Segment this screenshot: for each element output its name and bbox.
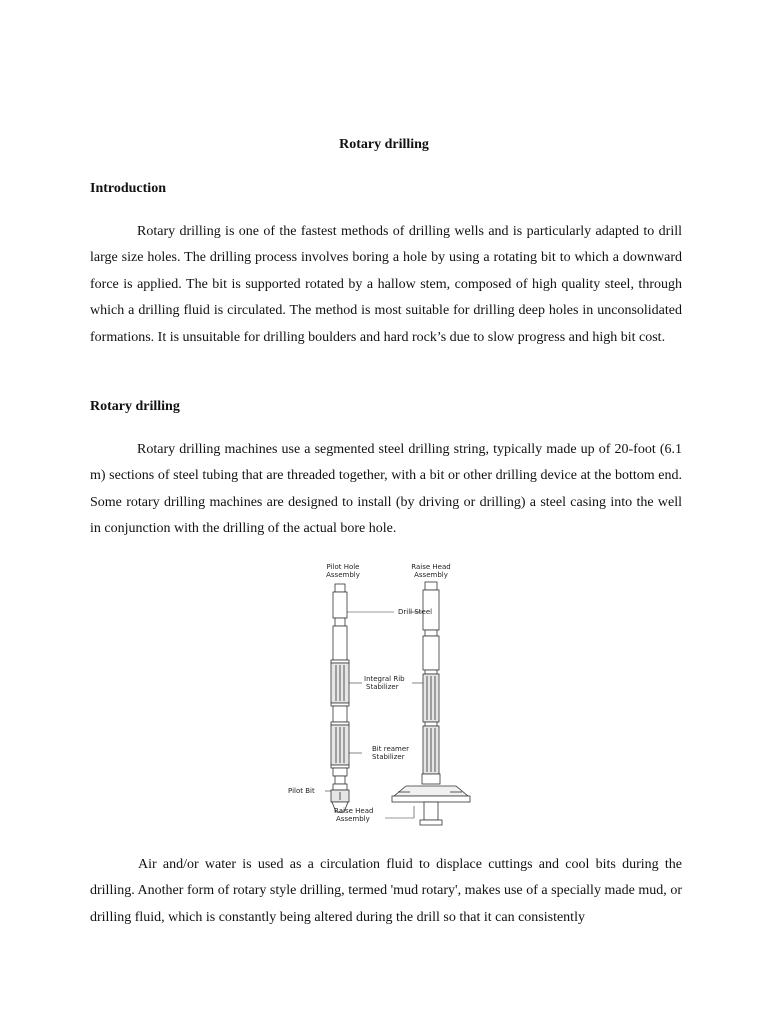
- label-pilot-bit: Pilot Bit: [288, 787, 315, 795]
- paragraph-circulation-fluid: Air and/or water is used as a circulation fluid to displace cuttings and cool bits during the drilling. Another form of rotary style drilling, termed 'mud rotary', makes use of a specially made mud, or drilling fluid, which is constantly being altered during the drill so that it can consistently: [90, 857, 682, 925]
- label-integral-rib-2: Stabilizer: [366, 683, 399, 691]
- label-raise-head-top-2: Assembly: [414, 571, 448, 579]
- label-integral-rib-1: Integral Rib: [364, 675, 405, 683]
- raise-head-string: [392, 582, 470, 825]
- label-bit-reamer-2: Stabilizer: [372, 753, 405, 761]
- label-pilot-hole-2: Assembly: [326, 571, 360, 579]
- paragraph-rotary-drilling: Rotary drilling machines use a segmented steel drilling string, typically made up of 20-foot (6.1 m) sections of steel tubing that are threaded together, with a bit or other drilling device at the bottom end. Some rotary drilling machines are designed to install (by driving or drilling) a steel casing into the well in conjunction with the drilling of the actual bore hole.: [90, 442, 682, 537]
- paragraph-introduction: Rotary drilling is one of the fastest methods of drilling wells and is particularly adapted to drill large size holes. The drilling process involves boring a hole by using a rotating bit to which a downward force is applied. The bit is supported rotated by a hallow stem, composed of high quality steel, through which a drilling fluid is circulated. The method is most suitable for drilling deep holes in unconsolidated formations. It is unsuitable for drilling boulders and hard rock’s due to slow progress and high bit cost.: [90, 224, 682, 345]
- label-drill-steel: Drill Steel: [398, 608, 433, 616]
- label-raise-head-bottom-1: Raise Head: [334, 807, 374, 815]
- section-heading-introduction: Introduction: [90, 181, 166, 196]
- drilling-assembly-figure: [286, 560, 486, 830]
- label-raise-head-bottom-2: Assembly: [336, 815, 370, 823]
- section-heading-rotary-drilling: Rotary drilling: [90, 399, 180, 414]
- label-raise-head-top-1: Raise Head: [411, 563, 451, 571]
- label-pilot-hole-1: Pilot Hole: [326, 563, 360, 571]
- pilot-hole-string: [331, 584, 349, 812]
- document-title: Rotary drilling: [339, 137, 429, 152]
- label-bit-reamer-1: Bit reamer: [372, 745, 410, 753]
- drilling-assembly-diagram: [286, 560, 486, 830]
